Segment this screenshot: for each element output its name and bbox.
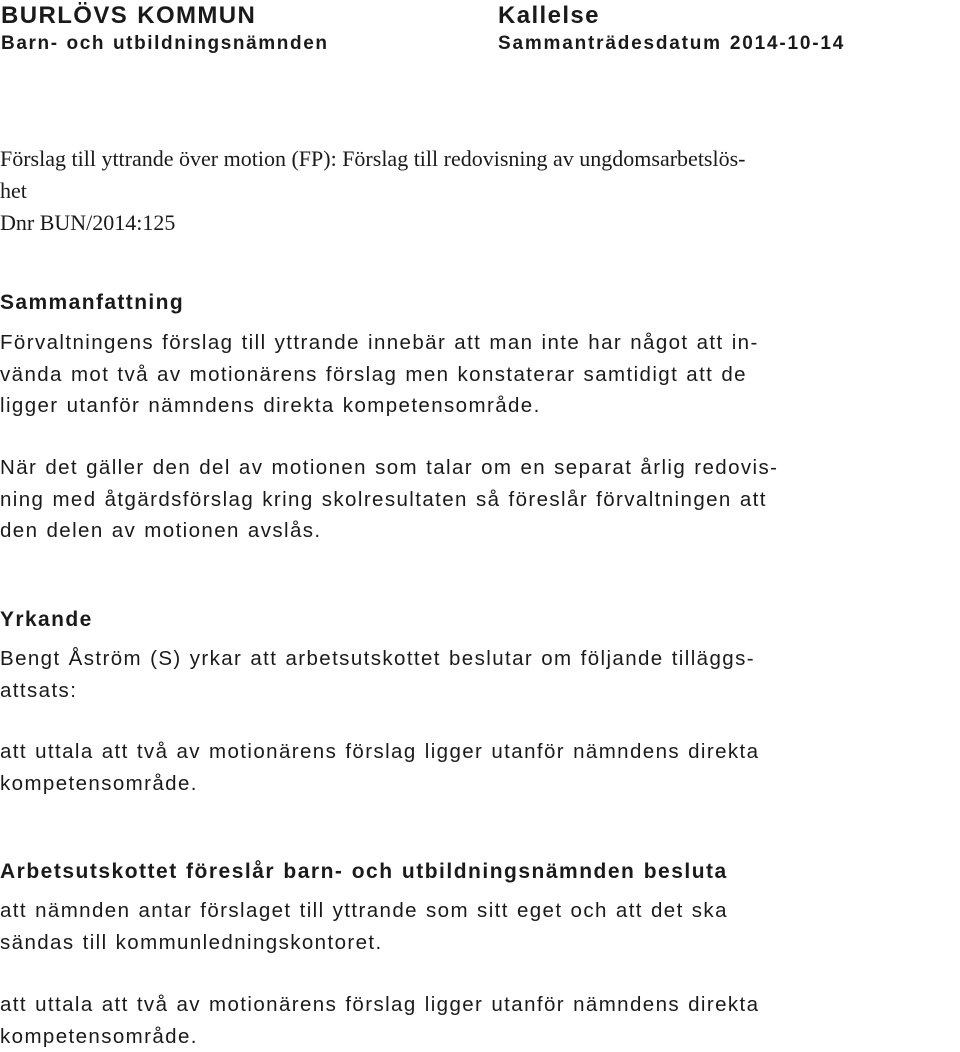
text-line: sändas till kommunledningskontoret. xyxy=(0,927,958,959)
meeting-date: Sammanträdesdatum 2014-10-14 xyxy=(498,33,845,55)
text-line: När det gäller den del av motionen som talar om en separat årlig redovis- xyxy=(0,452,958,484)
text-line: den delen av motionen avslås. xyxy=(0,515,958,547)
item-title-line: Förslag till yttrande över motion (FP): Förslag till redovisning av ungdomsarbetslös- xyxy=(0,143,955,175)
text-line: ligger utanför nämndens direkta kompetensområde. xyxy=(0,390,958,422)
summary-heading: Sammanfattning xyxy=(0,288,184,318)
summary-paragraph-2 xyxy=(0,452,958,547)
text-line: ning med åtgärdsförslag kring skolresultaten så föreslår förvaltningen att xyxy=(0,484,958,516)
text-line: attsats: xyxy=(0,675,958,707)
committee-name: Barn- och utbildningsnämnden xyxy=(1,33,329,55)
motion-proposal-heading: Yrkande xyxy=(0,605,93,635)
text-line: kompetensområde. xyxy=(0,1021,958,1052)
decision-proposal-paragraph-2 xyxy=(0,989,958,1052)
motion-proposal-paragraph-2 xyxy=(0,736,958,799)
organization-name: BURLÖVS KOMMUN xyxy=(1,2,256,30)
text-line: att uttala att två av motionärens förslag ligger utanför nämndens direkta xyxy=(0,736,958,768)
text-line: Förvaltningens förslag till yttrande innebär att man inte har något att in- xyxy=(0,327,958,359)
text-line: kompetensområde. xyxy=(0,768,958,800)
motion-proposal-paragraph-1 xyxy=(0,643,958,706)
item-reference: Dnr BUN/2014:125 xyxy=(0,207,955,239)
decision-proposal-heading: Arbetsutskottet föreslår barn- och utbildningsnämnden besluta xyxy=(0,857,728,887)
text-line: vända mot två av motionärens förslag men konstaterar samtidigt att de xyxy=(0,359,958,391)
summary-paragraph-1 xyxy=(0,327,958,422)
decision-proposal-paragraph-1 xyxy=(0,895,958,958)
document-type: Kallelse xyxy=(498,2,600,30)
text-line: att nämnden antar förslaget till yttrande som sitt eget och att det ska xyxy=(0,895,958,927)
item-title-line: het xyxy=(0,175,955,207)
text-line: att uttala att två av motionärens förslag ligger utanför nämndens direkta xyxy=(0,989,958,1021)
item-title-block xyxy=(0,143,955,239)
text-line: Bengt Åström (S) yrkar att arbetsutskottet beslutar om följande tilläggs- xyxy=(0,643,958,675)
